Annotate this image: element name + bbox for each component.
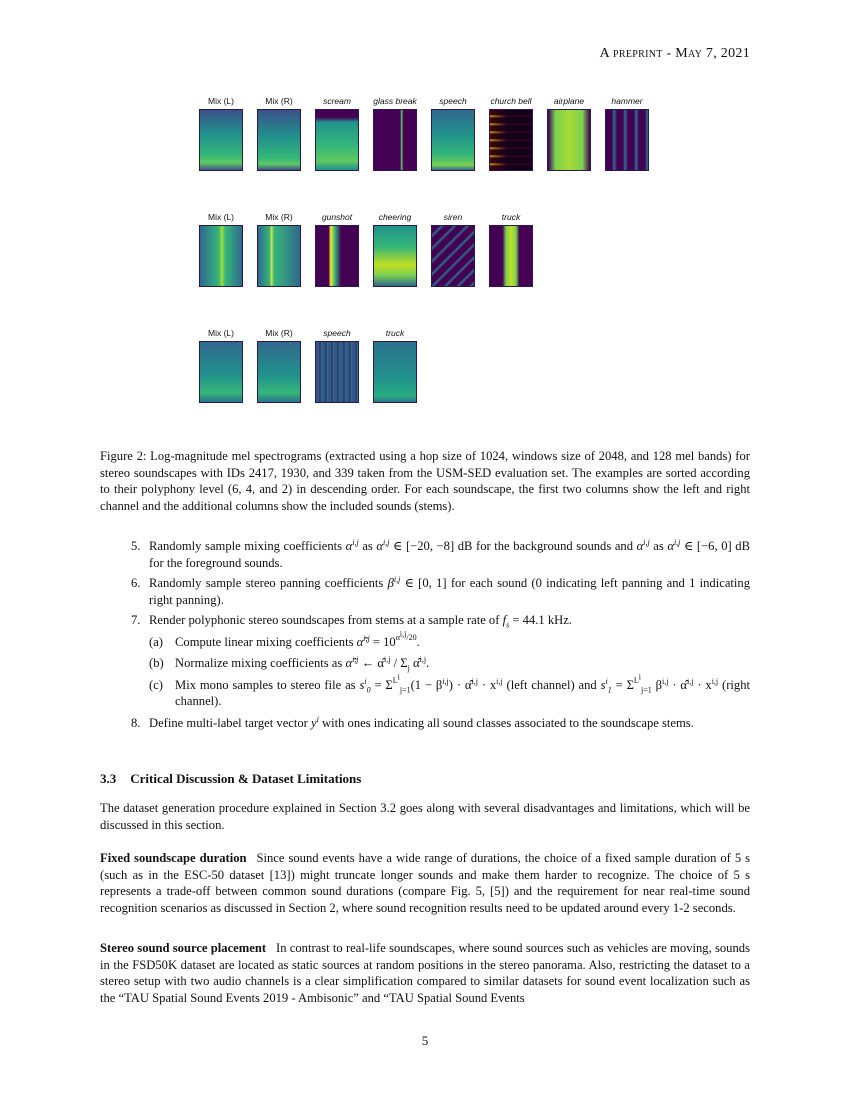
spectrogram-image [373,341,417,403]
page-number: 5 [421,1033,429,1048]
spectrogram-image [547,109,591,171]
spectrogram-cell [255,212,303,287]
spectrogram-cell [371,212,419,287]
spectrogram-cell [313,212,361,287]
spectrogram-image [489,109,533,171]
spectrogram-image [257,109,301,171]
spectrogram-label: church bell [490,96,532,106]
list-text: dB for the background sounds and [457,539,634,553]
spectrogram-label: Mix (L) [208,328,234,338]
paragraph-title: Fixed soundscape duration [100,851,247,865]
list-text: (left channel) and [506,677,597,692]
spectrogram-label: hammer [611,96,643,106]
running-header: A preprint - May 7, 2021 [599,46,750,61]
spectrogram-cell [313,328,361,403]
spectrogram-label: speech [323,328,351,338]
list-text: dB for the foreground sounds. [149,539,750,570]
spectrogram-cell [313,96,361,171]
spectrogram-cell [545,96,593,171]
list-text: Randomly sample mixing coefficients [149,539,343,553]
spectrogram-label: glass break [373,96,417,106]
paragraph-fixed-duration [100,850,750,916]
list-item: 5. Randomly sample mixing coefficients $\alpha^{i,j}$ as $\alpha^{i,j}$ ∈ [−20, −8] dB for the background sounds and $\alpha^{i,j}$ as $\alpha^{i,j}$ ∈ [−6, 0] dB for the foreground sounds. [131,537,750,570]
spectrogram-label: cheering [378,212,412,222]
paragraph-text: Since sound events have a wide range of durations, the choice of a fixed sample duration of 5 s (such as in the ESC-50 dataset [13]) might truncate longer sounds and make them harder to recognize. The choice of 5 s represents a trade-off between common sound durations (compare Fig. 5, [5]) and the requirement for near real-time sound recognition scenarios as discussed in Section 2, where sound recognition results need to be updated around every 1-2 seconds. [100,851,751,915]
spectrogram-image [431,109,475,171]
procedure-list [100,538,750,735]
section-number: 3.3 [100,771,117,786]
spectrogram-label: speech [439,96,467,106]
list-item: (a) Compute linear mixing coefficients α̂$^{i,j}$ = $10^{\alpha^{i,j}/20}$. [149,629,420,649]
spectrogram-cell [255,96,303,171]
list-text: as [362,539,373,553]
list-number: 7. [131,613,141,627]
spectrogram-image [315,109,359,171]
list-number: (c) [149,677,163,692]
list-text: Compute linear mixing coefficients [175,634,354,649]
list-text: (right channel). [175,677,750,708]
list-number: 8. [131,715,141,730]
spectrogram-image [199,225,243,287]
spectrogram-image [199,109,243,171]
paragraph-intro: The dataset generation procedure explained in Section 3.2 goes along with several disadvantages and limitations, which will be discussed in this section. [100,801,750,832]
spectrogram-cell [429,96,477,171]
list-number: 5. [131,539,141,553]
spectrogram-label: scream [323,96,351,106]
spectrogram-label: truck [385,328,405,338]
list-text: Randomly sample stereo panning coefficients [149,576,384,590]
figure-caption: Figure 2: Log-magnitude mel spectrograms (extracted using a hop size of 1024, windows size of 2048, and 128 mel bands) for stereo soundscapes with IDs 2417, 1930, and 339 taken from the USM-SED evaluation set. The examples are sorted according to their polyphony level (6, 4, and 2) in descending order. For each soundscape, the first two columns show the left and right channel and the additional columns show the included sounds (stems). [100,449,750,513]
list-item: 8. Define multi-label target vector $y^i$ with ones indicating all sound classes associated to the soundscape stems. [131,714,694,730]
list-text: Mix mono samples to stereo file as [175,677,356,692]
spectrogram-label: Mix (R) [265,96,293,106]
spectrogram-cell [487,96,535,171]
spectrogram-image [257,225,301,287]
spectrogram-image [489,225,533,287]
list-number: (a) [149,634,163,649]
spectrogram-cell [603,96,651,171]
spectrogram-image [431,225,475,287]
spectrogram-label: airplane [553,96,585,106]
spectrogram-cell [429,212,477,287]
spectrogram-label: Mix (L) [208,96,234,106]
spectrogram-cell [255,328,303,403]
spectrogram-image [199,341,243,403]
list-item: (c) Mix mono samples to stereo file as $s^i_0 = \Sigma^{L^i}_{j=1}(1 - \beta^{i,j})$ · α̂$^{i,j}$ · $x^{i,j}$ (left channel) and $s^i_1 = \Sigma^{L^i}_{j=1}$ $\beta^{i,j}$ · α̂$^{i,j}$ · $x^{i,j}$ (right channel). [149,672,750,708]
list-number: 6. [131,576,141,590]
spectrogram-label: gunshot [321,212,353,222]
list-item: 7. Render polyphonic stereo soundscapes from stems at a sample rate of $f_s = 44.1$ kHz. [131,613,572,630]
spectrogram-cell [197,96,245,171]
spectrogram-label: truck [501,212,521,222]
spectrogram-image [257,341,301,403]
list-text: for each sound (0 indicating left panning and 1 indicating right panning). [149,576,750,607]
spectrogram-image [605,109,649,171]
list-item: (b) Normalize mixing coefficients as α̂$^{i,j}$ ← α̂$^{i,j}$ / $\Sigma_j$ α̂$^{i,j}$. [149,654,430,673]
list-text: with ones indicating all sound classes associated to the soundscape stems. [322,715,694,730]
paragraph-text: In contrast to real-life soundscapes, where sound sources such as vehicles are moving, sounds in the FSD50K dataset are located as static sources at random positions in the stereo panorama. Also, restricting the dataset to a stereo setup with two audio channels is a clear simplification compared to similar datasets for sound event localization such as the “TAU Spatial Sound Events 2019 - Ambisonic” and “TAU Spatial Sound Events [100,941,750,1005]
list-text: as [653,539,664,553]
spectrogram-label: Mix (R) [265,212,293,222]
section-title: Critical Discussion & Dataset Limitations [130,771,362,786]
list-item: 6. Randomly sample stereo panning coefficients $\beta^{i,j}$ ∈ [0, 1] for each sound (0 indicating left panning and 1 indicating right panning). [131,574,750,607]
spectrogram-cell [371,328,419,403]
spectrogram-image [373,225,417,287]
spectrogram-figure [195,96,665,436]
spectrogram-label: Mix (L) [208,212,234,222]
list-text: Normalize mixing coefficients as [175,656,343,670]
spectrogram-cell [197,212,245,287]
list-text: Render polyphonic stereo soundscapes from stems at a sample rate of [149,613,500,627]
list-text: kHz. [547,613,572,627]
spectrogram-image [315,225,359,287]
spectrogram-image [373,109,417,171]
paragraph-stereo-placement [100,940,750,1006]
list-text: Define multi-label target vector [149,715,308,730]
section-heading [100,771,361,787]
spectrogram-image [315,341,359,403]
spectrogram-cell [487,212,535,287]
spectrogram-label: Mix (R) [265,328,293,338]
spectrogram-cell [197,328,245,403]
spectrogram-cell [371,96,419,171]
list-number: (b) [149,656,164,670]
spectrogram-label: siren [443,212,463,222]
paragraph-title: Stereo sound source placement [100,941,267,955]
